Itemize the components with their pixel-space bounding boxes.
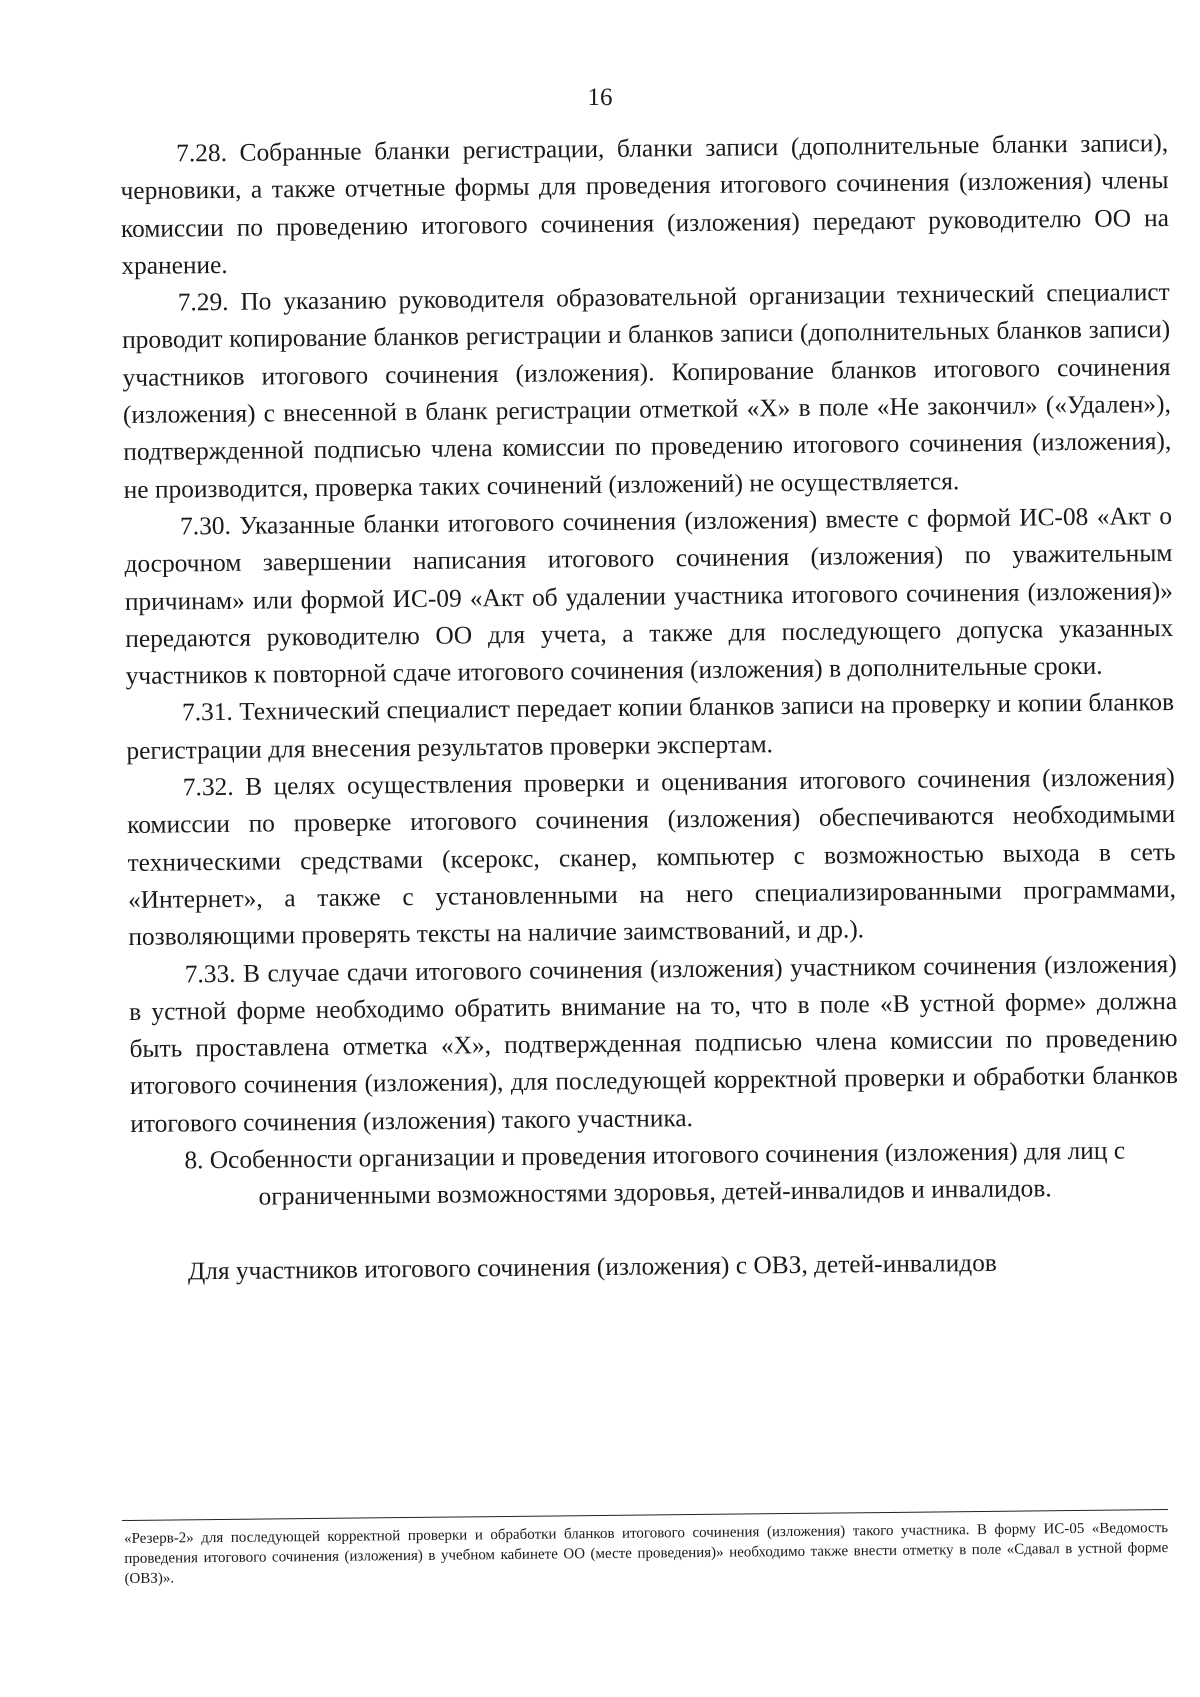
section-8-heading: 8. Особенности организации и проведения итогового сочинения (изложения) для лиц с ограниченными возможностями здоровья, детей-инвалидов и инвалидов. [184, 1136, 1126, 1211]
document-body [120, 125, 1180, 1291]
section-8-intro: Для участников итогового сочинения (изложения) с ОВЗ, детей-инвалидов [187, 1248, 997, 1285]
paragraph-7-29: 7.29. По указанию руководителя образовательной организации технический специалист проводит копирование бланков регистрации и бланков записи (дополнительных бланков записи) участников итогового сочинения (изложения). Копирование бланков итогового сочинения (изложения) с внесенной в бланк регистрации отметкой «X» в поле «Не закончил» («Удален»), подтвержденной подписью члена комиссии по проведению итогового сочинения (изложения), не производится, проверка таких сочинений (изложений) не осуществляется. [121, 278, 1172, 504]
footnote [124, 1518, 1169, 1589]
paragraph-7-33: 7.33. В случае сдачи итогового сочинения (изложения) участником сочинения (изложения) в устной форме необходимо обратить внимание на то, что в поле «В устной форме» должна быть проставлена отметка «X», подтвержденная подписью члена комиссии по проведению итогового сочинения (изложения), для последующей корректной проверки и обработки бланков итогового сочинения (изложения) такого участника. [129, 949, 1179, 1138]
paragraph-7-30: 7.30. Указанные бланки итогового сочинения (изложения) вместе с формой ИС-08 «Акт о досрочном завершении написания итогового сочинения (изложения) по уважительным причинам» или формой ИС-09 «Акт об удалении участника итогового сочинения (изложения)» передаются руководителю ОО для учета, а также для последующего допуска указанных участников к повторной сдаче итогового сочинения (изложения) в дополнительные сроки. [124, 501, 1174, 691]
paragraph-7-32: 7.32. В целях осуществления проверки и оценивания итогового сочинения (изложения) комиссии по проверке итогового сочинения (изложения) обеспечиваются необходимыми техническими средствами (ксерокс, сканер, компьютер с возможностью выхода в сеть «Интернет», а также с установленными на него специализированными программами, позволяющими проверять тексты на наличие заимствований, и др.). [127, 763, 1177, 952]
paragraph-7-31: 7.31. Технический специалист передает копии бланков записи на проверку и копии бланков регистрации для внесения результатов проверки экспертам. [126, 688, 1175, 765]
paragraph-7-28: 7.28. Собранные бланки регистрации, бланки записи (дополнительные бланки записи), черновики, а также отчетные формы для проведения итогового сочинения (изложения) члены комиссии по проведению итогового сочинения (изложения) передают руководителю ОО на хранение. [120, 129, 1170, 280]
page-number: 16 [587, 84, 613, 111]
footnote-text: «Резерв-2» для последующей корректной проверки и обработки бланков итогового сочинения (изложения) такого участника. В форму ИС-05 «Ведомость проведения итогового сочинения (изложения) в учебном кабинете ОО (месте проведения)» необходимо также внести отметку в поле «Сдавал в устной форме (ОВЗ)». [124, 1520, 1169, 1587]
